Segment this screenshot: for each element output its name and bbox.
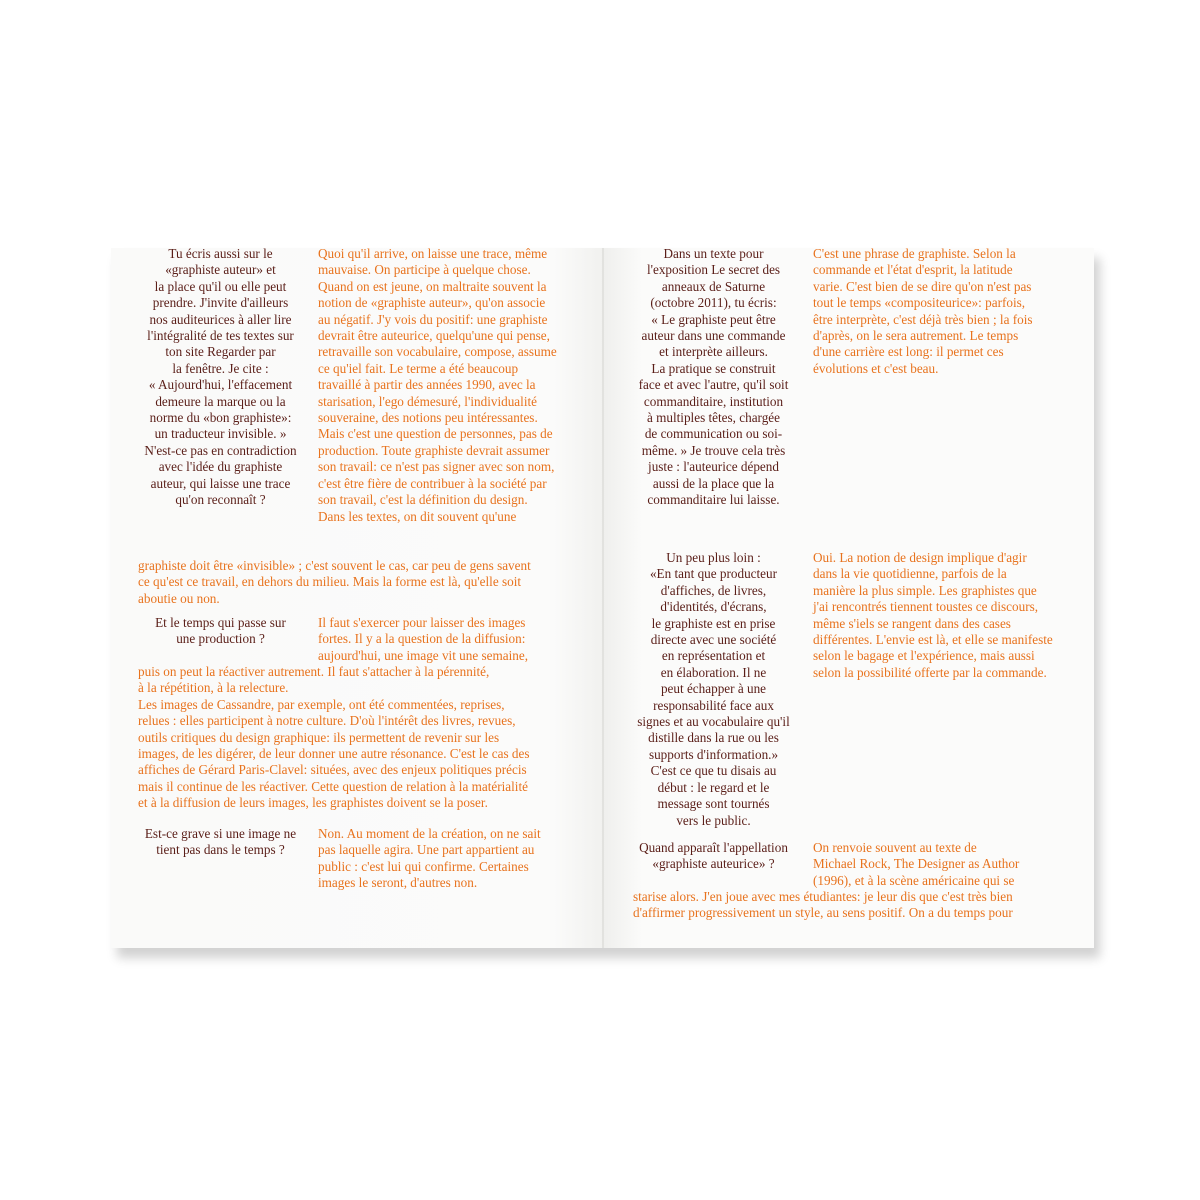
answer-6 [813,840,1083,889]
text-line: puis on peut la réactiver autrement. Il faut s'attacher à la pérennité, [138,664,490,679]
text-line: vers le public. [676,812,751,828]
text-line: commanditaire, institution [643,393,784,409]
text-line: Michael Rock, The Designer as Author [813,856,1020,872]
text-line: affiches de Gérard Paris-Clavel: situées, avec des enjeux politiques précis [138,762,527,778]
text-line: et à la diffusion de leurs images, les graphistes doivent se la poser. [138,795,488,811]
text-line: auteur dans une commande [641,328,786,344]
question-2 [133,615,308,648]
text-line: d'une carrière est long: il permet ces [813,344,1004,360]
text-line: début : le regard et le [657,779,770,795]
text-line: d'affiches, de livres, [660,582,767,598]
text-line: tient pas dans le temps ? [156,842,285,858]
text-line: starisation, l'ego démesuré, l'individualité [318,393,537,409]
answer-2-continued [138,664,588,812]
text-line: être interprète, c'est déjà très bien ; la fois [813,311,1033,327]
text-line: responsabilité face aux [653,697,774,713]
question-5 [626,550,801,829]
text-line: Est-ce grave si une image ne [144,826,297,841]
text-line: d'identités, d'écrans, [660,599,767,615]
text-line: relues : elles participent à notre culture. D'où l'intérêt des livres, revues, [138,713,516,729]
answer-2 [318,615,590,664]
text-line: avec l'idée du graphiste [158,459,283,475]
text-line: même s'iels se rangent dans des cases [813,615,1011,631]
text-line: mauvaise. On participe à quelque chose. [318,262,531,278]
text-line: devrait être auteurice, quelqu'une qui pense, [318,328,550,344]
question-6 [626,840,801,873]
text-line: «En tant que producteur [649,566,778,582]
text-line: graphiste doit être «invisible» ; c'est souvent le cas, car peu de gens savent [138,558,531,573]
text-line: un traducteur invisible. » [154,426,287,442]
question-3 [133,826,308,859]
text-line: de communication ou soi- [644,426,783,442]
text-line: Oui. La notion de design implique d'agir [813,550,1027,565]
text-line: La pratique se construit [651,360,776,376]
text-line: à la répétition, à la relecture. [138,680,289,696]
text-line: ce qu'est ce travail, en dehors du milieu. Mais la forme est là, qu'elle soit [138,574,522,590]
text-line: aboutie ou non. [138,590,220,606]
text-line: Dans un texte pour [663,246,764,261]
answer-6-continued [633,889,1083,922]
text-line: auteur, qui laisse une trace [150,475,291,491]
answer-4 [813,246,1083,377]
text-line: N'est-ce pas en contradiction [144,442,297,458]
text-line: la place qu'il ou elle peut [154,278,287,294]
text-line: manière la plus simple. Les graphistes que [813,582,1037,598]
text-line: C'est ce que tu disais au [650,763,777,779]
text-line: Les images de Cassandre, par exemple, ont été commentées, reprises, [138,696,505,712]
text-line: supports d'information.» [648,746,779,762]
text-line: c'est être fière de contribuer à la société par [318,475,547,491]
text-line: Mais c'est une question de personnes, pas de [318,426,553,442]
text-line: (octobre 2011), tu écris: [650,295,777,311]
text-line: la fenêtre. Je cite : [172,360,269,376]
text-line: images, de les digérer, de leur donner une autre résonance. C'est le cas des [138,746,530,762]
answer-1 [318,246,590,525]
text-line: mais il continue de les réactiver. Cette question de relation à la matérialité [138,778,528,794]
text-line: C'est une phrase de graphiste. Selon la [813,246,1016,261]
text-line: aujourd'hui, une image vit une semaine, [318,647,529,663]
text-line: On renvoie souvent au texte de [813,840,977,855]
text-line: selon le bagage et l'expérience, mais aussi [813,648,1035,664]
text-line: starise alors. J'en joue avec mes étudiantes: je leur dis que c'est très bien [633,889,1013,904]
text-line: Un peu plus loin : [666,550,761,565]
text-line: Dans les textes, on dit souvent qu'une [318,508,517,524]
book-gutter [602,248,604,948]
text-line: souveraine, des notions peu intéressantes. [318,410,538,426]
text-line: son travail, c'est la définition du design. [318,492,528,508]
text-line: qu'on reconnaît ? [175,492,266,508]
text-line: directe avec une société [650,632,777,648]
text-line: en représentation et [661,648,766,664]
text-line: selon la possibilité offerte par la commande. [813,664,1047,680]
answer-5 [813,550,1083,681]
text-line: et interprète ailleurs. [659,344,768,360]
text-line: d'après, on le sera autrement. Le temps [813,328,1019,344]
text-line: demeure la marque ou la [155,393,286,409]
text-line: ton site Regarder par [165,344,276,360]
text-line: au négatif. J'y vois du positif: une graphiste [318,311,548,327]
text-line: en élaboration. Il ne [660,664,767,680]
text-line: production. Toute graphiste devrait assumer [318,442,550,458]
text-line: (1996), et à la scène américaine qui se [813,872,1015,888]
text-line: anneaux de Saturne [661,278,766,294]
text-line: d'affirmer progressivement un style, au sens positif. On a du temps pour [633,905,1013,921]
text-line: notion de «graphiste auteur», qu'on associe [318,295,546,311]
text-line: pas laquelle agira. Une part appartient au [318,842,535,858]
text-line: retravaille son vocabulaire, compose, assume [318,344,557,360]
text-line: «graphiste auteur» et [165,262,276,278]
text-line: Non. Au moment de la création, on ne sait [318,826,541,841]
text-line: commanditaire lui laisse. [647,492,780,508]
text-line: son travail: ce n'est pas signer avec son nom, [318,459,555,475]
text-line: «graphiste auteurice» ? [652,856,775,872]
text-line: commande et l'état d'esprit, la latitude [813,262,1013,278]
text-line: Quand on est jeune, on maltraite souvent la [318,278,547,294]
text-line: nos auditeurices à aller lire [149,311,292,327]
text-line: images le seront, d'autres non. [318,875,478,891]
text-line: le graphiste est en prise [651,615,776,631]
text-line: fortes. Il y a la question de la diffusion: [318,631,526,647]
text-line: public : c'est lui qui confirme. Certaines [318,858,529,874]
text-line: dans la vie quotidienne, parfois de la [813,566,1007,582]
text-line: l'exposition Le secret des [646,262,781,278]
text-line: à multiples têtes, chargée [646,410,781,426]
text-line: Il faut s'exercer pour laisser des images [318,615,526,630]
text-line: message sont tournés [657,796,770,812]
text-line: l'intégralité de tes textes sur [147,328,294,344]
text-line: Quoi qu'il arrive, on laisse une trace, même [318,246,548,261]
text-line: Et le temps qui passe sur [155,615,286,630]
text-line: j'ai rencontrés tiennent toustes ce discours, [813,599,1039,615]
text-line: peut échapper à une [660,681,767,697]
text-line: différentes. L'envie est là, et elle se manifeste [813,632,1053,648]
text-line: une production ? [176,631,265,647]
text-line: aussi de la place que la [652,475,775,491]
text-line: évolutions et c'est beau. [813,360,939,376]
question-1 [133,246,308,509]
text-line: outils critiques du design graphique: ils permettent de revenir sur les [138,729,500,745]
text-line: distille dans la rue ou les [648,730,779,746]
text-line: tout le temps «compositeurice»: parfois, [813,295,1026,311]
text-line: « Aujourd'hui, l'effacement [148,377,293,393]
text-line: varie. C'est bien de se dire qu'on n'est pas [813,278,1032,294]
text-line: Tu écris aussi sur le [168,246,273,261]
text-line: norme du «bon graphiste»: [149,410,292,426]
text-line: face et avec l'autre, qu'il soit [638,377,789,393]
answer-1-continued [138,558,578,607]
text-line: signes et au vocabulaire qu'il [637,714,790,730]
text-line: juste : l'auteurice dépend [648,459,779,475]
text-line: ce qu'iel fait. Le terme a été beaucoup [318,360,519,376]
text-line: Quand apparaît l'appellation [639,840,788,855]
question-4 [626,246,801,509]
answer-3 [318,826,590,892]
text-line: « Le graphiste peut être [651,311,776,327]
text-line: prendre. J'invite d'ailleurs [152,295,289,311]
text-line: même. » Je trouve cela très [641,442,786,458]
text-line: travaillé à partir des années 1990, avec la [318,377,536,393]
